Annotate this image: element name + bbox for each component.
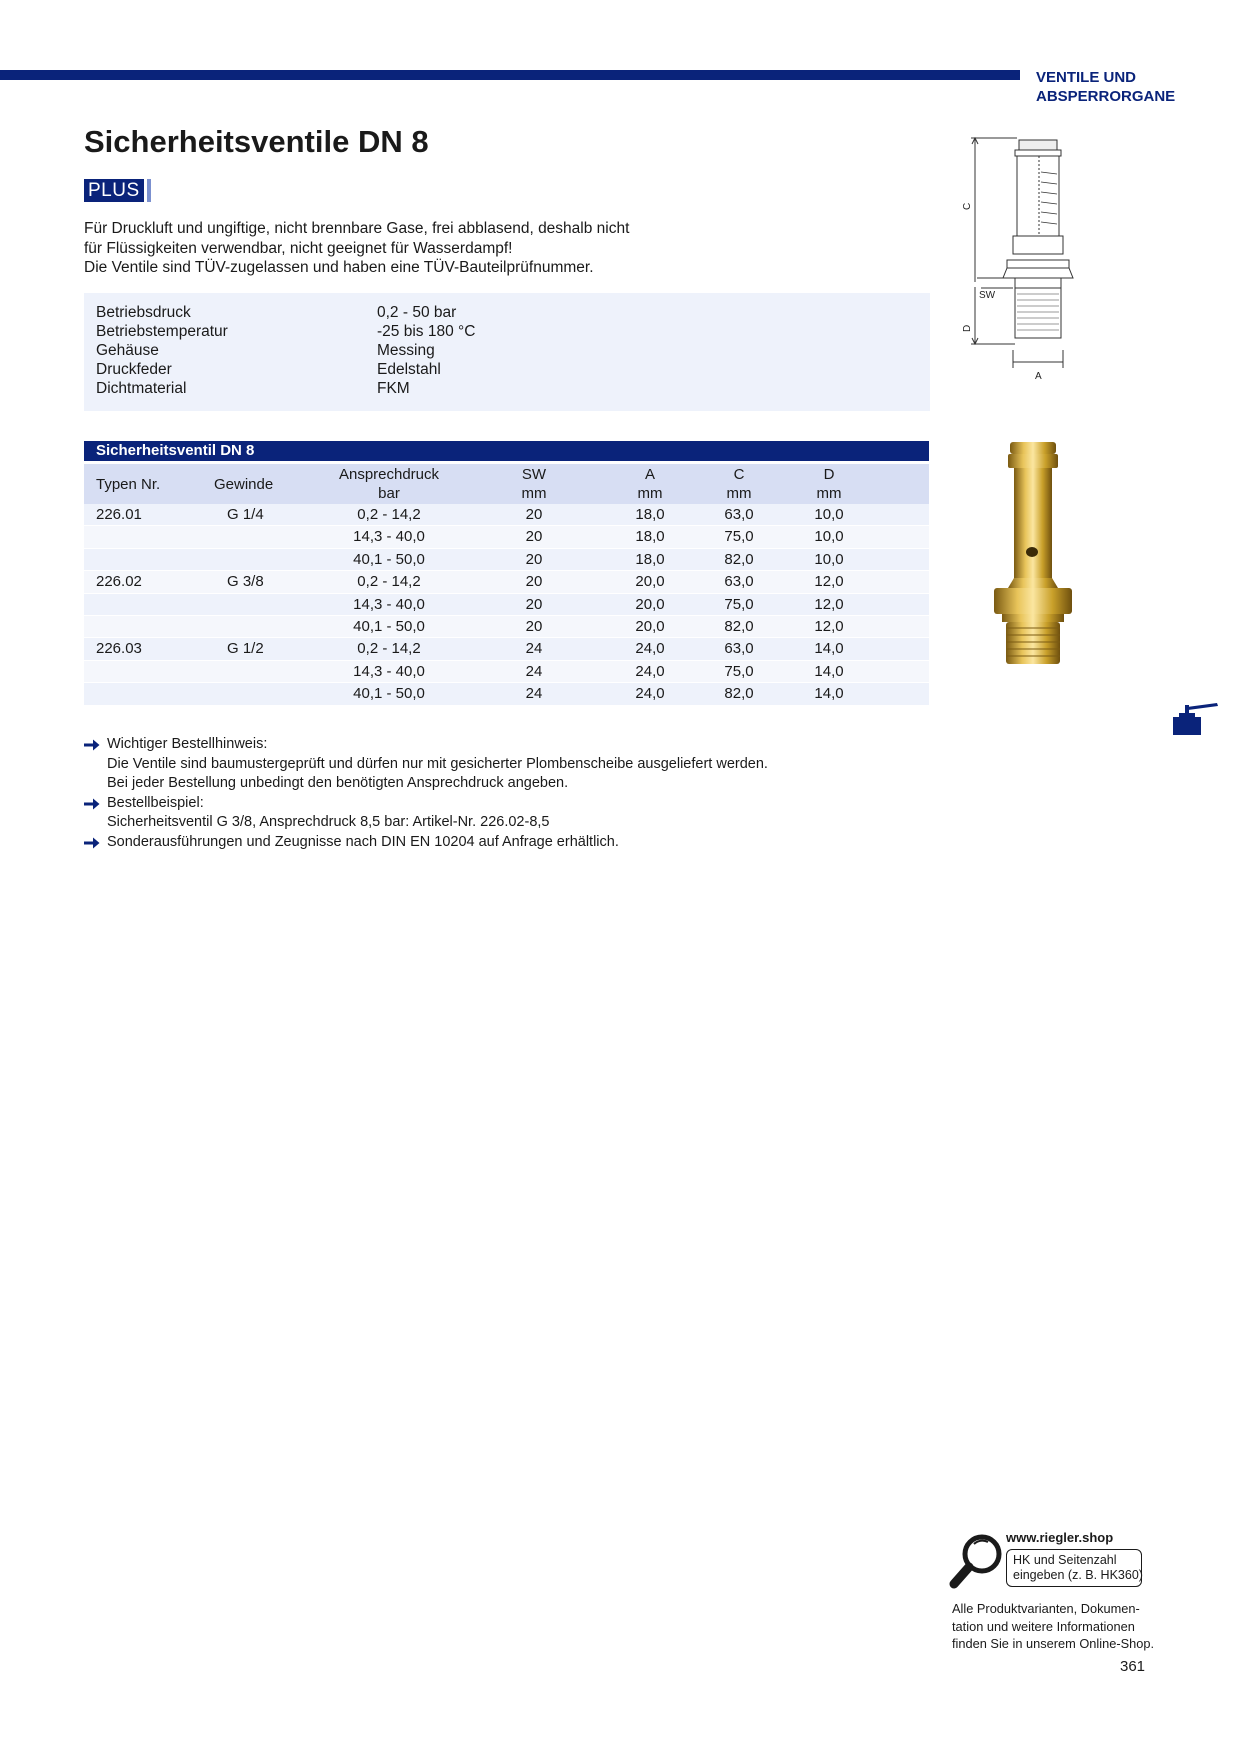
drawing-label-a: A	[1035, 371, 1042, 382]
intro-line: Die Ventile sind TÜV-zugelassen und haben eine TÜV-Bauteilprüfnummer.	[84, 259, 594, 276]
cell-sw: 20	[525, 550, 543, 568]
note-line: Bei jeder Bestellung unbedingt den benötigten Ansprechdruck angeben.	[107, 775, 569, 791]
cell-sw: 24	[525, 662, 543, 680]
note-line: Wichtiger Bestellhinweis:	[107, 736, 268, 752]
shop-box-line: HK und Seitenzahl	[1013, 1553, 1117, 1567]
note-item	[84, 833, 944, 853]
cell-gewinde: G 1/4	[227, 506, 264, 523]
table-row	[84, 504, 929, 526]
cell-gewinde: G 1/2	[227, 640, 264, 658]
header-c-line2: mm	[726, 485, 752, 502]
spec-label: Gehäuse	[96, 342, 159, 359]
cell-a: 24,0	[635, 685, 665, 703]
note-line: Bestellbeispiel:	[107, 794, 204, 811]
header-gewinde-label: Gewinde	[214, 475, 274, 493]
cell-a: 24,0	[635, 640, 665, 658]
cell-d: 12,0	[814, 617, 844, 635]
header-gewinde	[214, 464, 273, 504]
intro-line: für Flüssigkeiten verwendbar, nicht geeignet für Wasserdampf!	[84, 239, 513, 257]
header-druck-line1: Ansprechdruck	[338, 466, 440, 483]
header-c	[709, 464, 769, 504]
product-table	[84, 441, 929, 706]
order-notes	[84, 735, 944, 852]
cell-a: 18,0	[635, 506, 665, 523]
cell-druck: 14,3 - 40,0	[353, 528, 425, 546]
shop-desc-line: tation und weitere Informationen	[952, 1618, 1135, 1634]
header-druck-line2: bar	[378, 485, 400, 502]
specs-box	[84, 293, 930, 411]
table-row	[84, 683, 929, 705]
table-row	[84, 616, 929, 638]
drawing-label-d: D	[962, 324, 973, 332]
cell-typ: 226.03	[96, 640, 142, 658]
technical-drawing	[955, 132, 1075, 382]
cell-c: 82,0	[724, 685, 754, 703]
table-row	[84, 526, 929, 548]
header-c-line1: C	[733, 466, 745, 483]
cell-sw: 20	[525, 595, 543, 613]
cell-c: 82,0	[724, 550, 754, 568]
spec-value: Messing	[377, 342, 435, 359]
cell-d: 14,0	[814, 662, 844, 680]
product-photo	[988, 440, 1078, 670]
cell-d: 12,0	[814, 573, 844, 591]
header-typ	[96, 464, 160, 504]
plus-badge-text: PLUS	[84, 179, 144, 202]
cell-c: 75,0	[724, 595, 754, 613]
spec-value: Edelstahl	[377, 361, 441, 378]
cell-a: 20,0	[635, 617, 665, 635]
table-row	[84, 571, 929, 593]
cell-a: 24,0	[635, 662, 665, 680]
note-item	[84, 735, 944, 794]
cell-druck: 14,3 - 40,0	[353, 662, 425, 680]
cell-c: 63,0	[724, 506, 754, 523]
cell-d: 12,0	[814, 595, 844, 613]
header-d	[799, 464, 859, 504]
cell-druck: 40,1 - 50,0	[353, 550, 425, 568]
cell-druck: 40,1 - 50,0	[353, 617, 425, 635]
header-typ-label: Typen Nr.	[96, 475, 161, 493]
cell-typ: 226.01	[96, 506, 142, 523]
spec-label: Dichtmaterial	[96, 380, 187, 397]
valve-icon	[1173, 703, 1219, 737]
cell-sw: 20	[525, 617, 543, 635]
arrow-right-icon	[84, 739, 100, 751]
cell-sw: 20	[525, 506, 543, 523]
cell-a: 18,0	[635, 550, 665, 568]
cell-druck: 14,3 - 40,0	[353, 595, 425, 613]
cell-typ: 226.02	[96, 573, 142, 591]
cell-sw: 20	[525, 573, 543, 591]
shop-desc-line: Alle Produktvarianten, Dokumen-	[952, 1601, 1140, 1616]
intro-line: Für Druckluft und ungiftige, nicht brennbare Gase, frei abblasend, deshalb nicht	[84, 220, 630, 237]
header-sw-line1: SW	[521, 466, 547, 483]
note-line: Sicherheitsventil G 3/8, Ansprechdruck 8,5 bar: Artikel-Nr. 226.02-8,5	[107, 814, 550, 830]
category-line-2: ABSPERRORGANE	[1036, 88, 1176, 105]
arrow-right-icon	[84, 837, 100, 849]
cell-c: 82,0	[724, 617, 754, 635]
cell-d: 10,0	[814, 506, 844, 523]
table-row	[84, 549, 929, 571]
cell-c: 63,0	[724, 640, 754, 658]
header-sw-line2: mm	[521, 485, 547, 502]
cell-c: 75,0	[724, 662, 754, 680]
header-ansprechdruck	[314, 464, 464, 504]
spec-label: Druckfeder	[96, 361, 172, 378]
cell-a: 20,0	[635, 595, 665, 613]
shop-box-line: eingeben (z. B. HK360)	[1013, 1568, 1143, 1582]
shop-url-link[interactable]: www.riegler.shop	[1006, 1530, 1114, 1545]
page-number: 361	[1120, 1658, 1146, 1675]
table-row	[84, 661, 929, 683]
cell-a: 20,0	[635, 573, 665, 591]
table-row	[84, 638, 929, 660]
header-bar	[0, 70, 1020, 80]
page-title: Sicherheitsventile DN 8	[84, 124, 429, 159]
category-label	[1036, 68, 1175, 106]
table-body	[84, 504, 929, 706]
cell-c: 63,0	[724, 573, 754, 591]
cell-gewinde: G 3/8	[227, 573, 264, 591]
cell-a: 18,0	[635, 528, 665, 546]
header-d-line2: mm	[816, 485, 842, 502]
cell-druck: 0,2 - 14,2	[357, 573, 421, 591]
plus-badge-bar	[147, 179, 151, 202]
shop-desc-line: finden Sie in unserem Online-Shop.	[952, 1636, 1155, 1651]
cell-sw: 24	[525, 640, 543, 658]
cell-druck: 0,2 - 14,2	[357, 506, 421, 523]
cell-sw: 24	[525, 685, 543, 703]
header-a	[620, 464, 680, 504]
table-title: Sicherheitsventil DN 8	[84, 441, 929, 461]
cell-druck: 40,1 - 50,0	[353, 685, 425, 703]
shop-info	[948, 1530, 1208, 1670]
table-row	[84, 594, 929, 616]
header-a-line2: mm	[637, 485, 663, 502]
drawing-label-c: C	[962, 202, 973, 210]
cell-d: 14,0	[814, 685, 844, 703]
spec-label: Betriebsdruck	[96, 304, 191, 321]
arrow-right-icon	[84, 798, 100, 810]
spec-label: Betriebstemperatur	[96, 323, 228, 340]
shop-description	[952, 1600, 1154, 1653]
cell-c: 75,0	[724, 528, 754, 546]
intro-text	[84, 219, 944, 278]
plus-badge	[84, 179, 151, 202]
category-line-1: VENTILE UND	[1036, 69, 1137, 86]
cell-d: 14,0	[814, 640, 844, 658]
cell-d: 10,0	[814, 550, 844, 568]
drawing-label-sw: SW	[979, 290, 996, 301]
table-header-row	[84, 464, 929, 504]
spec-value: FKM	[377, 380, 410, 397]
spec-value: 0,2 - 50 bar	[377, 304, 457, 321]
header-a-line1: A	[644, 466, 655, 483]
magnifier-icon	[948, 1530, 1006, 1592]
cell-druck: 0,2 - 14,2	[357, 640, 421, 658]
spec-value: -25 bis 180 °C	[377, 323, 476, 340]
header-d-line1: D	[823, 466, 835, 483]
note-line: Sonderausführungen und Zeugnisse nach DIN EN 10204 auf Anfrage erhältlich.	[107, 833, 619, 850]
shop-code-box	[1006, 1549, 1142, 1587]
note-item	[84, 794, 944, 833]
note-line: Die Ventile sind baumustergeprüft und dürfen nur mit gesicherter Plombenscheibe ausgeliefert werden.	[107, 755, 768, 772]
cell-sw: 20	[525, 528, 543, 546]
header-sw	[504, 464, 564, 504]
cell-d: 10,0	[814, 528, 844, 546]
